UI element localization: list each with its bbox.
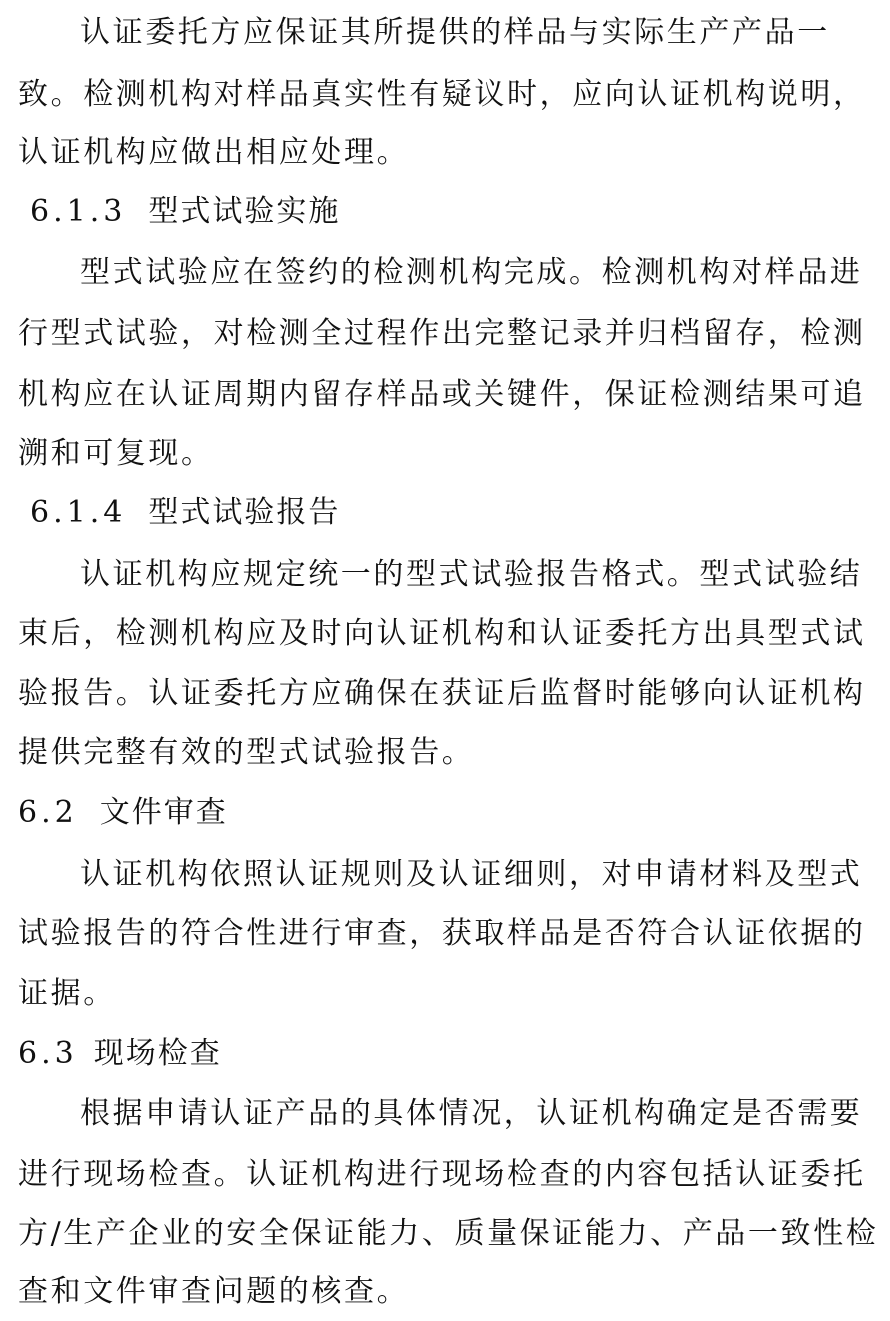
para4-line-1: 认证机构依照认证规则及认证细则，对申请材料及型式 (80, 857, 863, 892)
section-title: 现场检查 (93, 1036, 222, 1071)
section-title: 文件审查 (99, 795, 228, 830)
para1-line-1: 认证委托方应保证其所提供的样品与实际生产产品一 (80, 15, 830, 50)
para5-line-1: 根据申请认证产品的具体情况，认证机构确定是否需要 (80, 1096, 863, 1131)
para1-line-2: 致。检测机构对样品真实性有疑议时，应向认证机构说明， (18, 77, 866, 112)
section-number: 6.3 (18, 1036, 78, 1071)
para2-line-4: 溯和可复现。 (18, 436, 214, 471)
para3-line-2: 束后，检测机构应及时向认证机构和认证委托方出具型式试 (18, 616, 866, 651)
para3-line-4: 提供完整有效的型式试验报告。 (18, 735, 475, 770)
para3-line-1: 认证机构应规定统一的型式试验报告格式。型式试验结 (80, 557, 863, 592)
section-number: 6.1.4 (30, 495, 127, 530)
para5-line-2: 进行现场检查。认证机构进行现场检查的内容包括认证委托 (18, 1157, 866, 1192)
section-number: 6.1.3 (30, 194, 127, 229)
para5-line-4: 查和文件审查问题的核查。 (18, 1274, 410, 1309)
section-heading-6-1-3 (30, 183, 880, 241)
section-heading-6-2 (18, 784, 868, 842)
section-heading-6-1-4 (30, 484, 880, 542)
para3-line-3: 验报告。认证委托方应确保在获证后监督时能够向认证机构 (18, 676, 866, 711)
para2-line-2: 行型式试验，对检测全过程作出完整记录并归档留存，检测 (18, 316, 866, 351)
section-number: 6.2 (18, 795, 78, 830)
para1-line-3: 认证机构应做出相应处理。 (18, 135, 410, 170)
para4-line-3: 证据。 (18, 976, 116, 1011)
section-title: 型式试验实施 (148, 194, 341, 229)
para5-line-3: 方/生产企业的安全保证能力、质量保证能力、产品一致性检 (18, 1216, 879, 1251)
para2-line-3: 机构应在认证周期内留存样品或关键件，保证检测结果可追 (18, 377, 866, 412)
para4-line-2: 试验报告的符合性进行审查，获取样品是否符合认证依据的 (18, 916, 866, 951)
para2-line-1: 型式试验应在签约的检测机构完成。检测机构对样品进 (80, 255, 863, 290)
section-heading-6-3 (18, 1025, 868, 1083)
section-title: 型式试验报告 (148, 495, 341, 530)
